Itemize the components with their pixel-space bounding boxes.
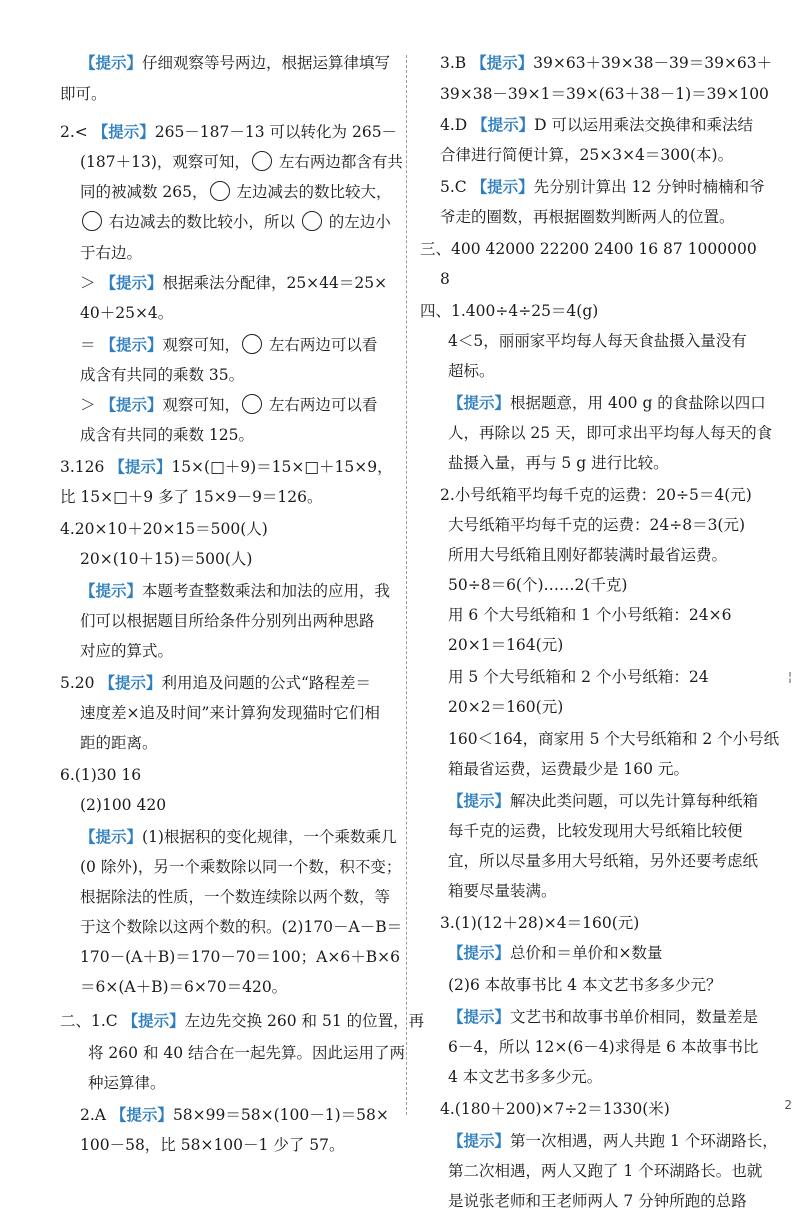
left-line: 右边减去的数比较小，所以 的左边小 xyxy=(60,207,420,238)
left-line: 2.< 【提示】265－187－13 可以转化为 265－ xyxy=(60,122,398,141)
right-line: 4.(180＋200)×7÷2＝1330(米) xyxy=(440,1100,670,1118)
right-line: 超标。 xyxy=(448,362,495,380)
left-line: 将 260 和 40 结合在一起先算。因此运用了两 xyxy=(88,1044,406,1062)
right-line: 4＜5，丽丽家平均每人每天食盐摄入量没有 xyxy=(448,332,747,350)
hint-marker: 【提示】 xyxy=(100,395,163,414)
right-line: 大号纸箱平均每千克的运费：24÷8＝3(元) xyxy=(448,516,746,534)
left-line: 根据除法的性质，一个数连续除以两个数，等 xyxy=(80,888,391,906)
left-line: ＞ 【提示】观察可知， 左右两边可以看 xyxy=(80,395,378,414)
hint-marker: 【提示】 xyxy=(471,53,534,72)
left-line: (0 除外)，另一个乘数除以同一个数，积不变； xyxy=(80,858,402,876)
right-line: 【提示】总价和＝单价和×数量 xyxy=(448,943,663,962)
left-line: 成含有共同的乘数 125。 xyxy=(80,426,255,444)
right-line: 3.(1)(12＋28)×4＝160(元) xyxy=(440,914,640,932)
left-line: 5.20 【提示】利用追及问题的公式“路程差＝ xyxy=(60,673,371,692)
right-line: 2.小号纸箱平均每千克的运费：20÷5＝4(元) xyxy=(440,486,752,504)
right-line: 所用大号纸箱且刚好都装满时最省运费。 xyxy=(448,546,728,564)
right-line: 50÷8＝6(个)……2(千克) xyxy=(448,576,628,594)
left-line: 成含有共同的乘数 35。 xyxy=(80,366,245,384)
left-line: 2.A 【提示】58×99＝58×(100－1)＝58× xyxy=(80,1105,389,1124)
right-line: 箱要尽量装满。 xyxy=(448,882,557,900)
hint-marker: 【提示】 xyxy=(100,273,163,292)
right-line: 四、1.400÷4÷25＝4(g) xyxy=(420,302,599,320)
left-line: ＝ 【提示】观察可知， 左右两边可以看 xyxy=(80,335,378,354)
left-line: 比 15×□＋9 多了 15×9－9＝126。 xyxy=(60,488,323,506)
right-line: 第二次相遇，两人又跑了 1 个环湖路长。也就 xyxy=(448,1162,763,1180)
right-line: 三、400 42000 22200 2400 16 87 1000000 xyxy=(420,240,757,258)
left-line: (187＋13)，观察可知， 左右两边都含有共 xyxy=(80,153,403,171)
left-line: 6.(1)30 16 xyxy=(60,766,142,784)
left-line: 170－(A＋B)＝170－70＝100；A×6＋B×6 xyxy=(80,948,400,966)
right-line: 3.B 【提示】39×63＋39×38－39＝39×63＋ xyxy=(440,53,773,72)
right-line: 箱最省运费，运费最少是 160 元。 xyxy=(448,760,689,778)
hint-marker: 【提示】 xyxy=(99,673,162,692)
left-line: 【提示】仔细观察等号两边，根据运算律填写 xyxy=(80,53,391,72)
left-line: 同的被减数 265， 左边减去的数比较大， xyxy=(80,183,392,201)
right-line: 4 本文艺书多多少元。 xyxy=(448,1068,603,1086)
blank-circle-icon xyxy=(252,151,272,171)
left-line: 【提示】(1)根据积的变化规律，一个乘数乘几 xyxy=(80,827,397,846)
right-line: 用 6 个大号纸箱和 1 个小号纸箱：24×6 xyxy=(448,606,732,624)
hint-marker: 【提示】 xyxy=(109,457,172,476)
right-line: 160＜164，商家用 5 个大号纸箱和 2 个小号纸 xyxy=(448,730,780,748)
right-line: 人，再除以 25 天，即可求出平均每人每天的食 xyxy=(448,424,773,442)
right-line: 【提示】解决此类问题，可以先计算每种纸箱 xyxy=(448,791,759,810)
left-line: 4.20×10＋20×15＝500(人) xyxy=(60,520,268,538)
hint-marker: 【提示】 xyxy=(80,53,143,72)
right-line: 【提示】根据题意，用 400 g 的食盐除以四口 xyxy=(448,393,766,412)
hint-marker: 【提示】 xyxy=(471,177,534,196)
edge-mark-mid: ¦ xyxy=(787,670,792,684)
hint-marker: 【提示】 xyxy=(80,581,143,600)
edge-mark-bottom: 2 xyxy=(784,1098,792,1112)
blank-circle-icon xyxy=(302,211,322,231)
blank-circle-icon xyxy=(210,181,230,201)
hint-marker: 【提示】 xyxy=(448,1131,511,1150)
right-line: 盐摄入量，再与 5 g 进行比较。 xyxy=(448,454,669,472)
hint-marker: 【提示】 xyxy=(80,827,143,846)
right-line: (2)6 本故事书比 4 本文艺书多多少元？ xyxy=(448,976,722,994)
right-line: 6－4，所以 12×(6－4)求得是 6 本故事书比 xyxy=(448,1038,759,1056)
hint-marker: 【提示】 xyxy=(448,393,511,412)
left-line: 【提示】本题考查整数乘法和加法的应用，我 xyxy=(80,581,391,600)
blank-circle-icon xyxy=(82,211,102,231)
right-line: 每千克的运费，比较发现用大号纸箱比较便 xyxy=(448,822,743,840)
blank-circle-icon xyxy=(242,334,262,354)
right-line: 20×2＝160(元) xyxy=(448,698,564,716)
left-line: 20×(10＋15)＝500(人) xyxy=(80,550,253,568)
right-line: 【提示】文艺书和故事书单价相同，数量差是 xyxy=(448,1007,759,1026)
left-line: 对应的算式。 xyxy=(80,642,174,660)
right-line: 39×38－39×1＝39×(63＋38－1)＝39×100 xyxy=(440,84,769,103)
blank-circle-icon xyxy=(242,394,262,414)
left-line: 种运算律。 xyxy=(88,1074,166,1092)
hint-marker: 【提示】 xyxy=(110,1105,173,1124)
left-line: 二、1.C 【提示】左边先交换 260 和 51 的位置，再 xyxy=(60,1011,425,1030)
column-divider xyxy=(406,55,407,1115)
hint-marker: 【提示】 xyxy=(448,1007,511,1026)
left-line: (2)100 420 xyxy=(80,796,167,814)
hint-marker: 【提示】 xyxy=(100,335,163,354)
right-line: 5.C 【提示】先分别计算出 12 分钟时楠楠和爷 xyxy=(440,177,765,196)
left-line: 于右边。 xyxy=(80,244,143,262)
left-line: ＝6×(A＋B)＝6×70＝420。 xyxy=(80,978,288,996)
right-line: 合律进行简便计算，25×3×4＝300(本)。 xyxy=(440,146,734,164)
hint-marker: 【提示】 xyxy=(448,943,511,962)
right-line: 20×1＝164(元) xyxy=(448,636,564,654)
right-line: 用 5 个大号纸箱和 2 个小号纸箱：24 xyxy=(448,668,709,686)
left-line: 100－58，比 58×100－1 少了 57。 xyxy=(80,1136,345,1154)
right-line: 4.D 【提示】D 可以运用乘法交换律和乘法结 xyxy=(440,115,754,134)
left-line: 距的距离。 xyxy=(80,734,158,752)
left-line: ＞ 【提示】根据乘法分配律，25×44＝25× xyxy=(80,273,388,292)
right-line: 【提示】第一次相遇，两人共跑 1 个环湖路长， xyxy=(448,1131,778,1150)
left-line: 3.126 【提示】15×(□＋9)＝15×□＋15×9， xyxy=(60,457,393,476)
right-line: 爷走的圈数，再根据圈数判断两人的位置。 xyxy=(440,208,735,226)
left-line: 们可以根据题目所给条件分别列出两种思路 xyxy=(80,612,375,630)
right-line: 8 xyxy=(440,270,450,288)
hint-marker: 【提示】 xyxy=(122,1011,185,1030)
left-line: 即可。 xyxy=(60,84,107,103)
hint-marker: 【提示】 xyxy=(92,122,155,141)
left-line: 于这个数除以这两个数的积。(2)170－A－B＝ xyxy=(80,918,403,936)
right-line: 是说张老师和王老师两人 7 分钟所跑的总路 xyxy=(448,1192,747,1210)
left-line: 40＋25×4。 xyxy=(80,304,174,322)
hint-marker: 【提示】 xyxy=(472,115,535,134)
right-line: 宜，所以尽量多用大号纸箱，另外还要考虑纸 xyxy=(448,852,759,870)
hint-marker: 【提示】 xyxy=(448,791,511,810)
left-line: 速度差×追及时间”来计算狗发现猫时它们相 xyxy=(80,704,380,722)
